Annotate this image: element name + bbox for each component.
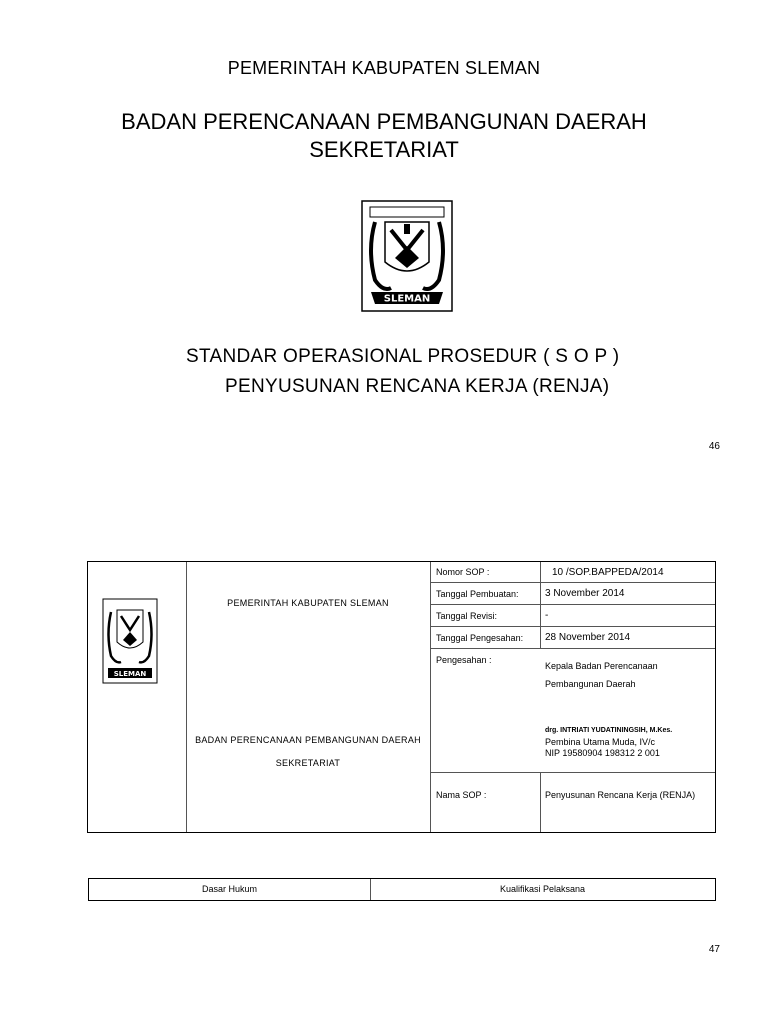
table-divider [430, 772, 715, 773]
dasar-hukum-header: Dasar Hukum [201, 884, 257, 894]
sop-subtitle: PENYUSUNAN RENCANA KERJA (RENJA) [225, 376, 610, 397]
nama-sop-label: Nama SOP : [436, 790, 487, 800]
sop-info-table [87, 561, 716, 833]
signatory-name: drg. INTRIATI YUDATININGSIH, M.Kes. [545, 727, 673, 734]
sop-title: STANDAR OPERASIONAL PROSEDUR ( S O P ) [186, 346, 620, 367]
table-divider [540, 562, 541, 649]
nama-sop-value: Penyusunan Rencana Kerja (RENJA) [545, 790, 696, 800]
agency-unit: SEKRETARIAT [275, 758, 341, 768]
government-heading: PEMERINTAH KABUPATEN SLEMAN [227, 58, 541, 78]
tanggal-revisi-value: - [545, 610, 549, 621]
tanggal-pengesahan-label: Tanggal Pengesahan: [436, 633, 524, 643]
tanggal-revisi-label: Tanggal Revisi: [436, 611, 498, 621]
agency-line-2: SEKRETARIAT [309, 137, 459, 162]
table-divider [430, 604, 715, 605]
signatory-rank: Pembina Utama Muda, IV/c [545, 737, 656, 747]
pengesahan-line-2: Pembangunan Daerah [545, 679, 636, 689]
kualifikasi-pelaksana-header: Kualifikasi Pelaksana [499, 884, 586, 894]
pengesahan-label: Pengesahan : [436, 655, 492, 665]
page-number: 47 [708, 944, 720, 955]
legal-basis-table [88, 878, 716, 901]
sleman-coat-of-arms-icon [361, 200, 453, 312]
logo-label: SLEMAN [113, 670, 147, 678]
nomor-sop-value: 10 /SOP.BAPPEDA/2014 [552, 567, 664, 578]
sleman-coat-of-arms-icon [102, 598, 158, 684]
tanggal-pembuatan-label: Tanggal Pembuatan: [436, 589, 519, 599]
table-divider [430, 626, 715, 627]
tanggal-pengesahan-value: 28 November 2014 [545, 632, 631, 643]
table-divider [430, 648, 715, 649]
nomor-sop-label: Nomor SOP : [436, 567, 490, 577]
pengesahan-line-1: Kepala Badan Perencanaan [545, 661, 658, 671]
signatory-nip: NIP 19580904 198312 2 001 [545, 748, 660, 758]
table-divider [430, 562, 431, 832]
org-name: PEMERINTAH KABUPATEN SLEMAN [227, 598, 389, 608]
logo-label: SLEMAN [383, 293, 431, 305]
page-number: 46 [708, 441, 720, 452]
agency-name: BADAN PERENCANAAN PEMBANGUNAN DAERAH [195, 735, 421, 745]
tanggal-pembuatan-value: 3 November 2014 [545, 588, 625, 599]
agency-heading [0, 108, 768, 164]
table-divider [430, 582, 715, 583]
agency-line-1: BADAN PERENCANAAN PEMBANGUNAN DAERAH [121, 109, 647, 134]
table-divider [540, 772, 541, 832]
